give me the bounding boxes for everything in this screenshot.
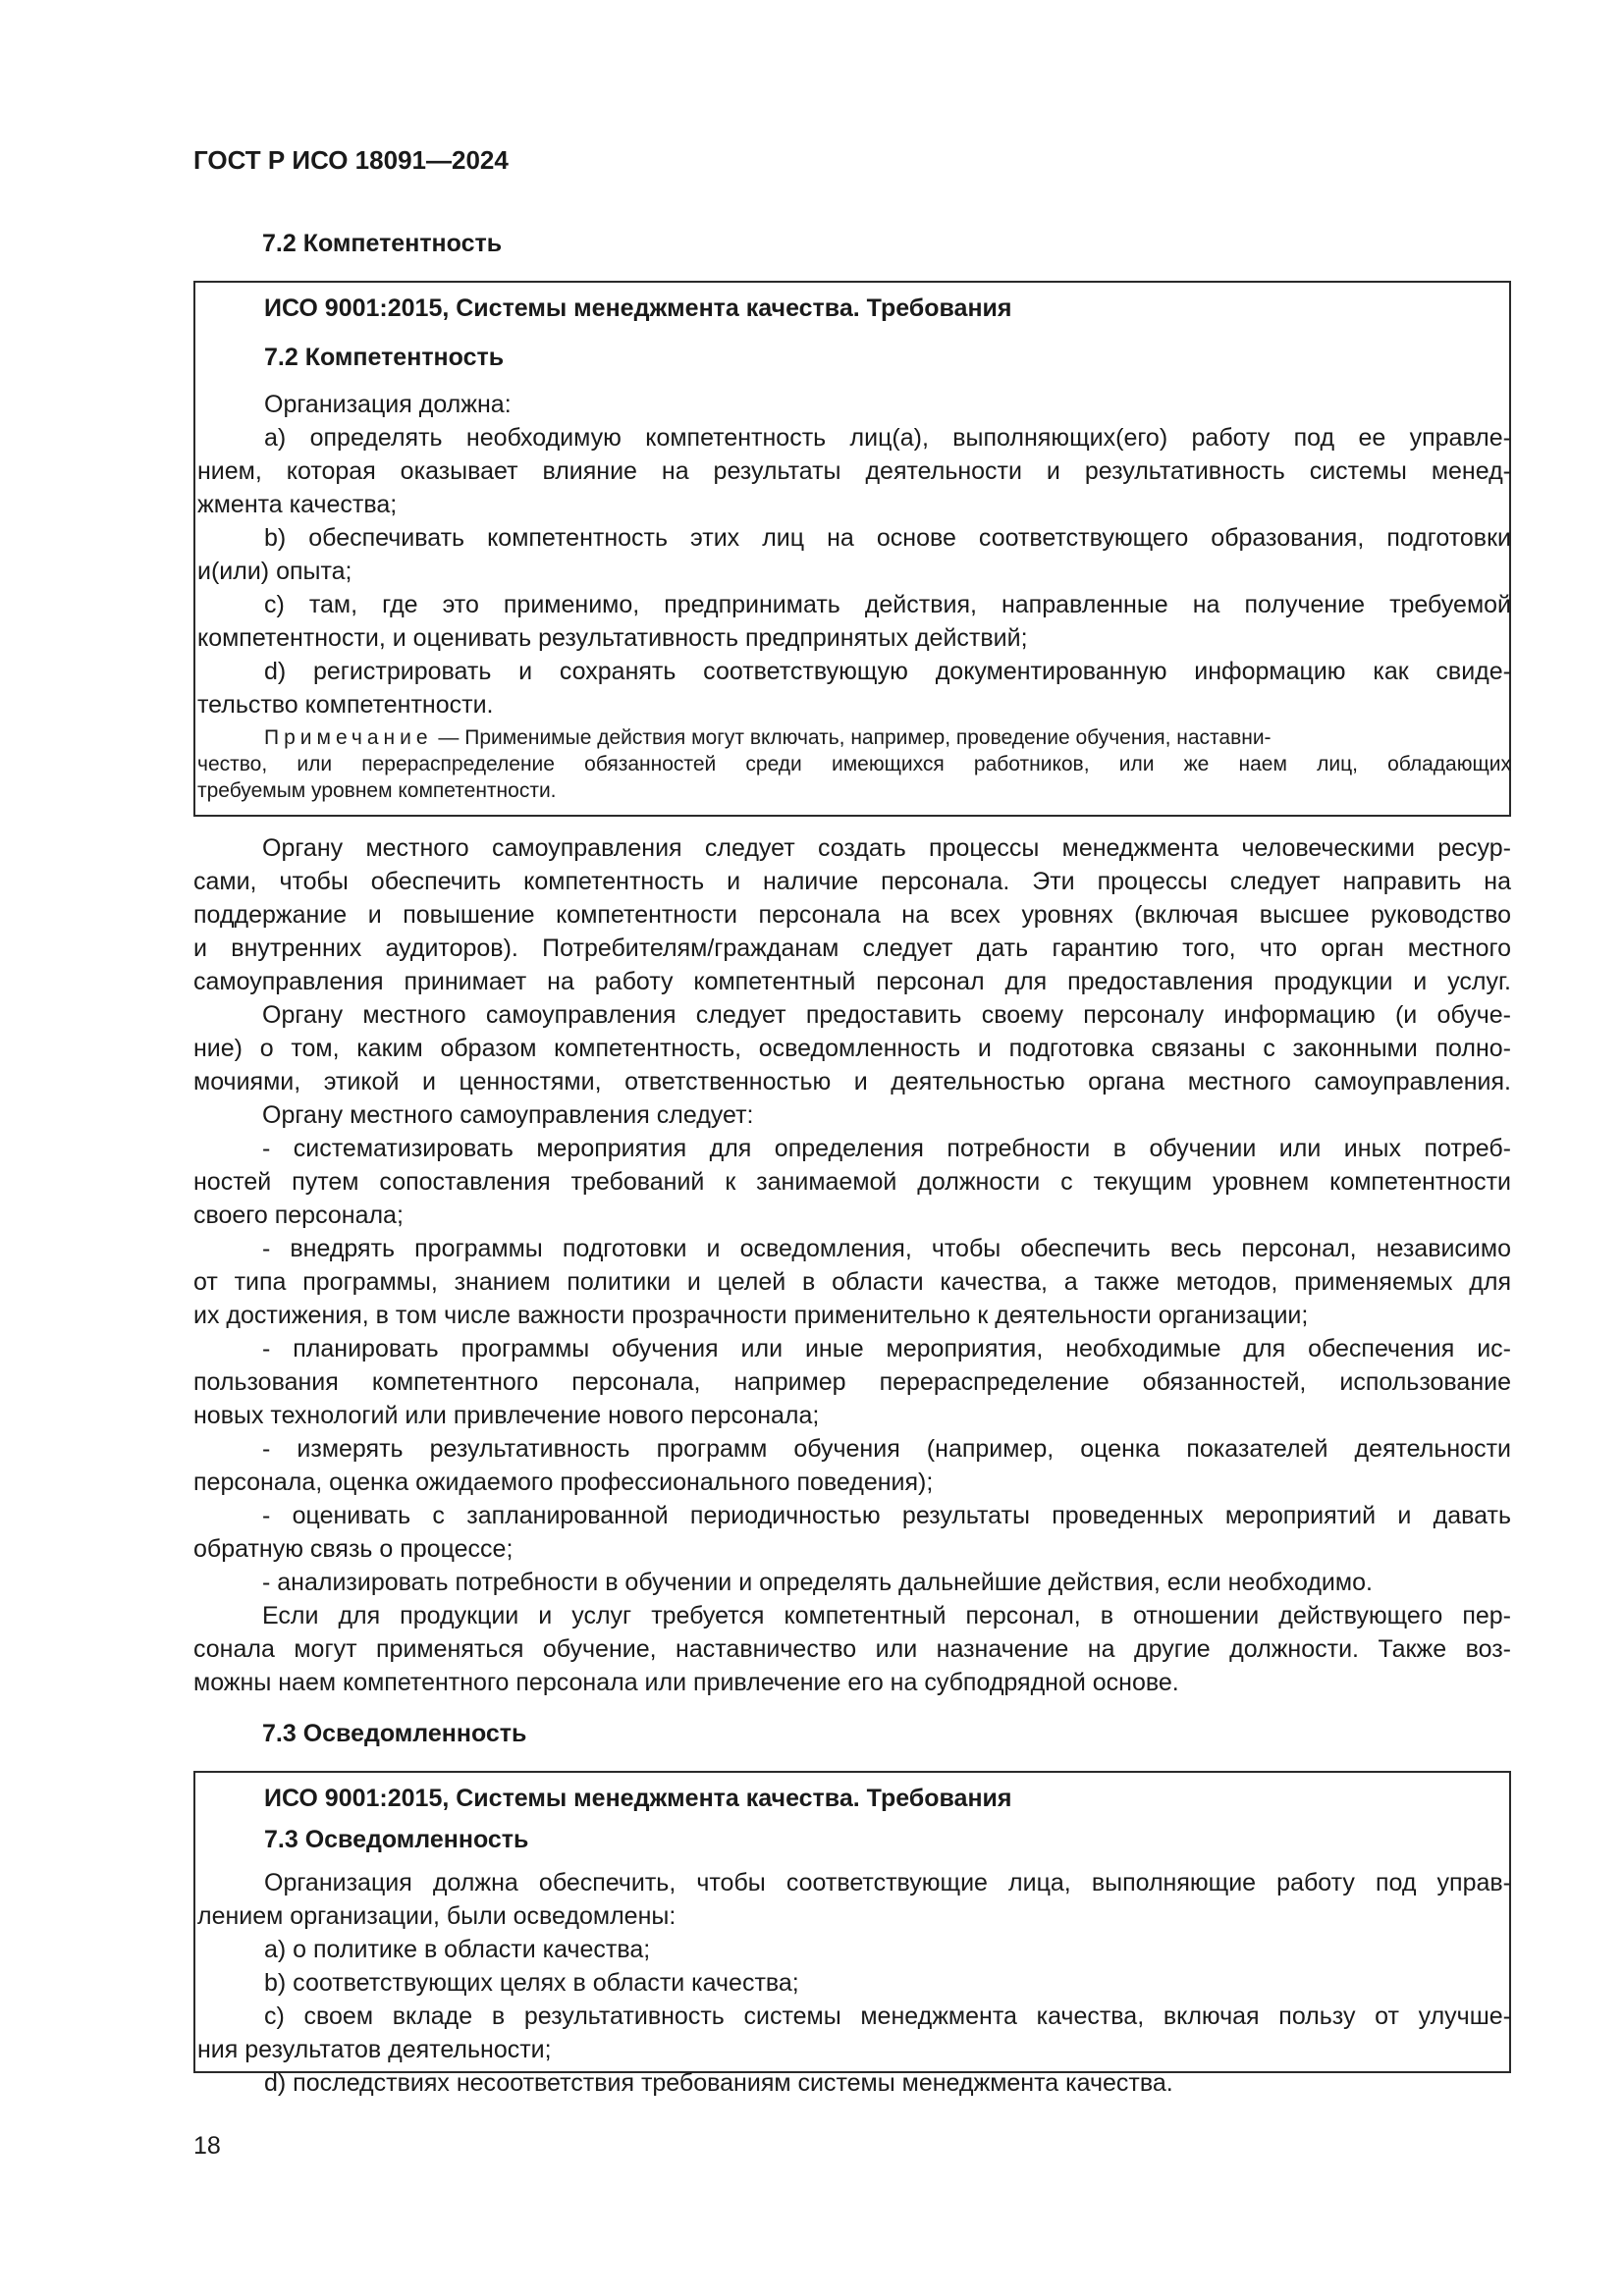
section-heading-7-3: 7.3 Осведомленность (262, 1720, 527, 1747)
body-line: - измерять результативность программ обучения (например, оценка показателей деятельности (262, 1435, 1511, 1463)
quote-line: ния результатов деятельности; (197, 2036, 552, 2063)
body-line: - внедрять программы подготовки и осведомления, чтобы обеспечить весь персонал, независимо (262, 1235, 1511, 1262)
body-line: персонала, оценка ожидаемого профессионального поведения); (193, 1468, 934, 1496)
body-line: самоуправления принимает на работу компетентный персонал для предоставления продукции и услуг. (193, 968, 1511, 995)
quote-line: лением организации, были осведомлены: (197, 1902, 677, 1930)
body-line: - систематизировать мероприятия для определения потребности в обучении или иных потреб- (262, 1135, 1511, 1162)
quote-line: d) последствиях несоответствия требованиям системы менеджмента качества. (264, 2069, 1173, 2097)
body-line: можны наем компетентного персонала или привлечение его на субподрядной основе. (193, 1669, 1179, 1696)
body-line: своего персонала; (193, 1201, 404, 1229)
quote-line: d) регистрировать и сохранять соответствующую документированную информацию как свиде- (264, 658, 1511, 685)
quote-title: ИСО 9001:2015, Системы менеджмента качества. Требования (264, 1785, 1012, 1812)
body-line: Органу местного самоуправления следует предоставить своему персоналу информацию (и обуче- (262, 1001, 1511, 1029)
quote-line: c) там, где это применимо, предпринимать действия, направленные на получение требуемой (264, 591, 1511, 618)
iso-quote-box-7-2 (193, 281, 1511, 817)
body-line: поддержание и повышение компетентности персонала на всех уровнях (включая высшее руководство (193, 901, 1511, 929)
note-line (264, 724, 1272, 751)
quote-line: компетентности, и оценивать результативность предпринятых действий; (197, 624, 1028, 652)
note-line: чество, или перераспределение обязанностей среди имеющихся работников, или же наем лиц, обладающих (197, 753, 1511, 775)
section-heading-7-2: 7.2 Компетентность (262, 230, 503, 257)
note-label: Примечание (264, 726, 433, 749)
body-line: ностей путем сопоставления требований к занимаемой должности с текущим уровнем компетентности (193, 1168, 1511, 1196)
quote-title: ИСО 9001:2015, Системы менеджмента качества. Требования (264, 294, 1012, 322)
body-line: и внутренних аудиторов). Потребителям/гражданам следует дать гарантию того, что орган местного (193, 934, 1511, 962)
body-line: от типа программы, знанием политики и целей в области качества, а также методов, применяемых для (193, 1268, 1511, 1296)
quote-line: a) о политике в области качества; (264, 1936, 651, 1963)
body-line: - планировать программы обучения или иные мероприятия, необходимые для обеспечения ис- (262, 1335, 1511, 1362)
quote-line: Организация должна: (264, 391, 512, 418)
body-line: новых технологий или привлечение нового персонала; (193, 1402, 820, 1429)
body-line: пользования компетентного персонала, например перераспределение обязанностей, использование (193, 1368, 1511, 1396)
body-line: ние) о том, каким образом компетентность, осведомленность и подготовка связаны с законными полно- (193, 1035, 1511, 1062)
page-number: 18 (193, 2132, 221, 2160)
note-line: требуемым уровнем компетентности. (197, 779, 557, 802)
quote-line: a) определять необходимую компетентность лиц(а), выполняющих(его) работу под ее управле- (264, 424, 1511, 452)
quote-subheading: 7.3 Осведомленность (264, 1826, 529, 1853)
body-line: Органу местного самоуправления следует: (262, 1101, 754, 1129)
quote-line: b) обеспечивать компетентность этих лиц на основе соответствующего образования, подготовки (264, 524, 1511, 552)
note-text: — Применимые действия могут включать, например, проведение обучения, наставни- (432, 726, 1272, 749)
body-line: - оценивать с запланированной периодичностью результаты проведенных мероприятий и давать (262, 1502, 1511, 1529)
quote-subheading: 7.2 Компетентность (264, 344, 505, 371)
quote-line: тельство компетентности. (197, 691, 494, 719)
body-line: их достижения, в том числе важности прозрачности применительно к деятельности организации; (193, 1302, 1309, 1329)
body-line: сами, чтобы обеспечить компетентность и наличие персонала. Эти процессы следует направить на (193, 868, 1511, 895)
iso-quote-box-7-3 (193, 1771, 1511, 2097)
body-line: Если для продукции и услуг требуется компетентный персонал, в отношении действующего пер- (262, 1602, 1511, 1629)
quote-line: b) соответствующих целях в области качества; (264, 1969, 799, 1997)
body-line: мочиями, этикой и ценностями, ответственностью и деятельностью органа местного самоуправления. (193, 1068, 1511, 1095)
quote-line: Организация должна обеспечить, чтобы соответствующие лица, выполняющие работу под управ- (264, 1869, 1511, 1896)
quote-line: и(или) опыта; (197, 558, 352, 585)
document-code: ГОСТ Р ИСО 18091—2024 (193, 145, 509, 175)
body-line: сонала могут применяться обучение, наставничество или назначение на другие должности. Также воз- (193, 1635, 1511, 1663)
body-line: обратную связь о процессе; (193, 1535, 514, 1563)
body-line: - анализировать потребности в обучении и определять дальнейшие действия, если необходимо. (262, 1569, 1373, 1596)
quote-line: нием, которая оказывает влияние на результаты деятельности и результативность системы менед- (197, 457, 1511, 485)
quote-line: c) своем вкладе в результативность системы менеджмента качества, включая пользу от улучше- (264, 2002, 1511, 2030)
quote-line: жмента качества; (197, 491, 398, 518)
body-line: Органу местного самоуправления следует создать процессы менеджмента человеческими ресур- (262, 834, 1511, 862)
